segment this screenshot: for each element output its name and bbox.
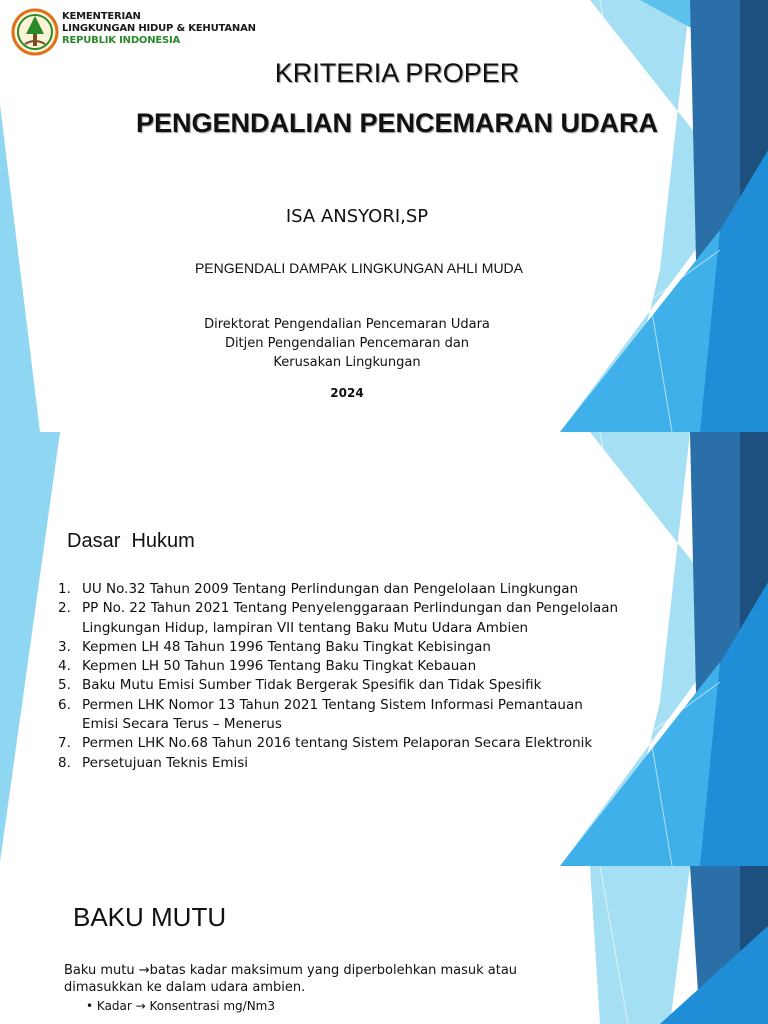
ministry-logo-icon	[11, 8, 59, 56]
directorate-line-2: Ditjen Pengendalian Pencemaran dan	[224, 336, 470, 351]
list-item: 5. Baku Mutu Emisi Sumber Tidak Bergerak Spesifik dan Tidak Spesifik	[58, 677, 542, 694]
slide-title	[0, 0, 768, 432]
ministry-line-1: KEMENTERIAN	[62, 11, 141, 22]
list-item: 6. Permen LHK Nomor 13 Tahun 2021 Tentang Sistem Informasi Pemantauan Emisi Secara Terus – Menerus	[58, 696, 583, 733]
ministry-name	[62, 11, 256, 47]
presenter-position: PENGENDALI DAMPAK LINGKUNGAN AHLI MUDA	[194, 260, 524, 276]
ministry-line-3: REPUBLIK INDONESIA	[62, 35, 181, 46]
legal-basis-list	[58, 580, 658, 773]
bullet-marker: •	[86, 999, 94, 1013]
title-line-2: PENGENDALIAN PENCEMARAN UDARA	[135, 108, 659, 138]
baku-mutu-bullet	[86, 999, 275, 1013]
ministry-line-2: LINGKUNGAN HIDUP & KEHUTANAN	[62, 23, 256, 34]
list-item: 1. UU No.32 Tahun 2009 Tentang Perlindungan dan Pengelolaan Lingkungan	[58, 581, 579, 597]
bullet-text: Kadar → Konsentrasi mg/Nm3	[96, 999, 276, 1013]
baku-mutu-heading: BAKU MUTU	[73, 902, 227, 932]
year: 2024	[330, 386, 364, 400]
baku-mutu-definition: Baku mutu →batas kadar maksimum yang diperbolehkan masuk atau dimasukkan ke dalam udara ambien.	[64, 963, 518, 995]
legal-basis-heading: Dasar Hukum	[67, 530, 195, 552]
list-item: 4. Kepmen LH 50 Tahun 1996 Tentang Baku Tingkat Kebauan	[58, 658, 477, 675]
list-item: 8. Persetujuan Teknis Emisi	[58, 754, 249, 771]
directorate-line-3: Kerusakan Lingkungan	[273, 355, 421, 370]
left-light-triangle	[0, 432, 60, 862]
title-line-1: KRITERIA PROPER	[274, 58, 520, 88]
directorate-line-1: Direktorat Pengendalian Pencemaran Udara	[204, 317, 490, 332]
list-item: 7. Permen LHK No.68 Tahun 2016 tentang Sistem Pelaporan Secara Elektronik	[58, 735, 593, 752]
list-item: 2. PP No. 22 Tahun 2021 Tentang Penyelenggaraan Perlindungan dan Pengelolaan Lingkungan Hidup, lampiran VII tentang Baku Mutu Udara Ambien	[58, 600, 619, 636]
presenter-name: ISA ANSYORI,SP	[285, 206, 429, 227]
directorate-block	[0, 315, 694, 372]
list-item: 3. Kepmen LH 48 Tahun 1996 Tentang Baku Tingkat Kebisingan	[58, 638, 491, 655]
